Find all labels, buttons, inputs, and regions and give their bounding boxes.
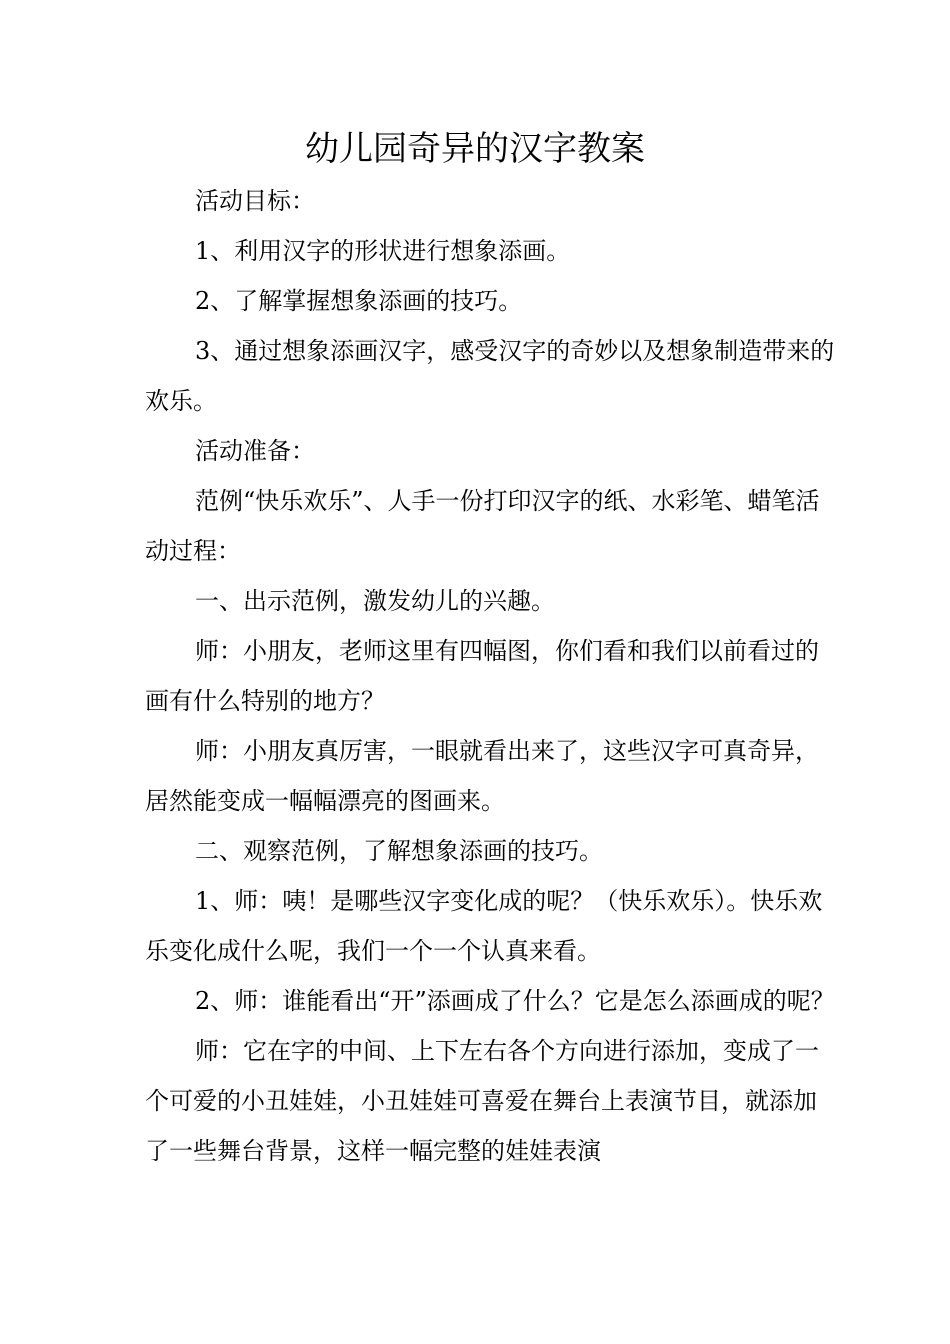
document-title: 幼儿园奇异的汉字教案	[305, 129, 645, 169]
paragraph-goal-3: 3、通过想象添画汉字，感受汉字的奇妙以及想象制造带来的欢乐。	[145, 337, 835, 415]
paragraph-step-1: 一、出示范例，激发幼儿的兴趣。	[195, 587, 555, 615]
paragraph-activity-goals-heading: 活动目标：	[195, 187, 315, 215]
paragraph-goal-1: 1、利用汉字的形状进行想象添画。	[195, 237, 571, 265]
paragraph-step-2: 二、观察范例，了解想象添画的技巧。	[195, 837, 603, 865]
paragraph-step-2-item-2: 2、师：谁能看出“开”添画成了什么？它是怎么添画成的呢？	[195, 987, 835, 1015]
paragraph-teacher-comment-1: 师：小朋友真厉害，一眼就看出来了，这些汉字可真奇异，居然能变成一幅幅漂亮的图画来。	[145, 737, 819, 815]
paragraph-step-2-item-1: 1、师：咦！是哪些汉字变化成的呢？（快乐欢乐）。快乐欢乐变化成什么呢，我们一个一个认真来看。	[145, 887, 823, 965]
paragraph-goal-2: 2、了解掌握想象添画的技巧。	[195, 287, 523, 315]
document-body	[145, 176, 835, 1176]
paragraph-preparation-materials: 范例“快乐欢乐”、人手一份打印汉字的纸、水彩笔、蜡笔活动过程：	[145, 487, 820, 565]
paragraph-activity-preparation-heading: 活动准备：	[195, 437, 315, 465]
paragraph-teacher-question-1: 师：小朋友，老师这里有四幅图，你们看和我们以前看过的画有什么特别的地方？	[145, 637, 819, 715]
paragraph-teacher-explanation: 师：它在字的中间、上下左右各个方向进行添加，变成了一个可爱的小丑娃娃，小丑娃娃可喜爱在舞台上表演节目，就添加了一些舞台背景，这样一幅完整的娃娃表演	[145, 1037, 819, 1165]
